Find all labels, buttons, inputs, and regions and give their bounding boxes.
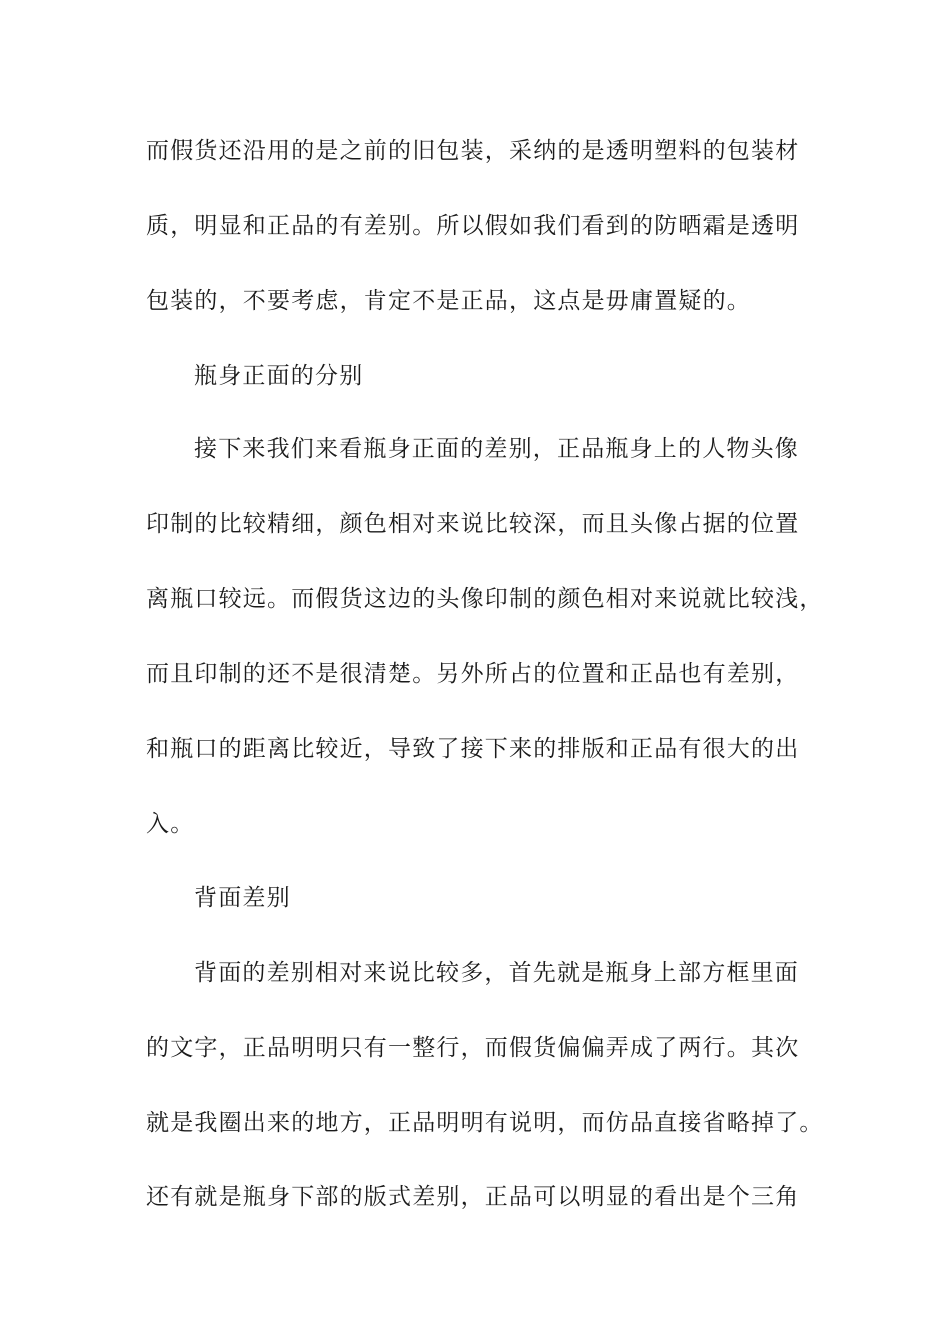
paragraph-line: 离瓶口较远。而假货这边的头像印制的颜色相对来说就比较浅， bbox=[146, 586, 824, 612]
paragraph-line: 入。 bbox=[146, 811, 195, 837]
paragraph-line: 背面的差别相对来说比较多，首先就是瓶身上部方框里面 bbox=[194, 960, 799, 986]
paragraph-line: 质，明显和正品的有差别。所以假如我们看到的防晒霜是透明 bbox=[146, 213, 800, 239]
paragraph-line: 接下来我们来看瓶身正面的差别，正品瓶身上的人物头像 bbox=[194, 436, 799, 462]
paragraph-line: 就是我圈出来的地方，正品明明有说明，而仿品直接省略掉了。 bbox=[146, 1110, 824, 1136]
paragraph-line: 的文字，正品明明只有一整行，而假货偏偏弄成了两行。其次 bbox=[146, 1035, 800, 1061]
paragraph-line: 还有就是瓶身下部的版式差别，正品可以明显的看出是个三角 bbox=[146, 1184, 800, 1210]
paragraph-line: 而且印制的还不是很清楚。另外所占的位置和正品也有差别， bbox=[146, 661, 800, 687]
paragraph-line: 包装的，不要考虑，肯定不是正品，这点是毋庸置疑的。 bbox=[146, 288, 751, 314]
paragraph-line: 和瓶口的距离比较近，导致了接下来的排版和正品有很大的出 bbox=[146, 736, 800, 762]
section-heading: 瓶身正面的分别 bbox=[194, 363, 364, 389]
paragraph-line: 印制的比较精细，颜色相对来说比较深，而且头像占据的位置 bbox=[146, 511, 800, 537]
paragraph-line: 而假货还沿用的是之前的旧包装，采纳的是透明塑料的包装材 bbox=[146, 138, 800, 164]
section-heading: 背面差别 bbox=[194, 885, 291, 911]
